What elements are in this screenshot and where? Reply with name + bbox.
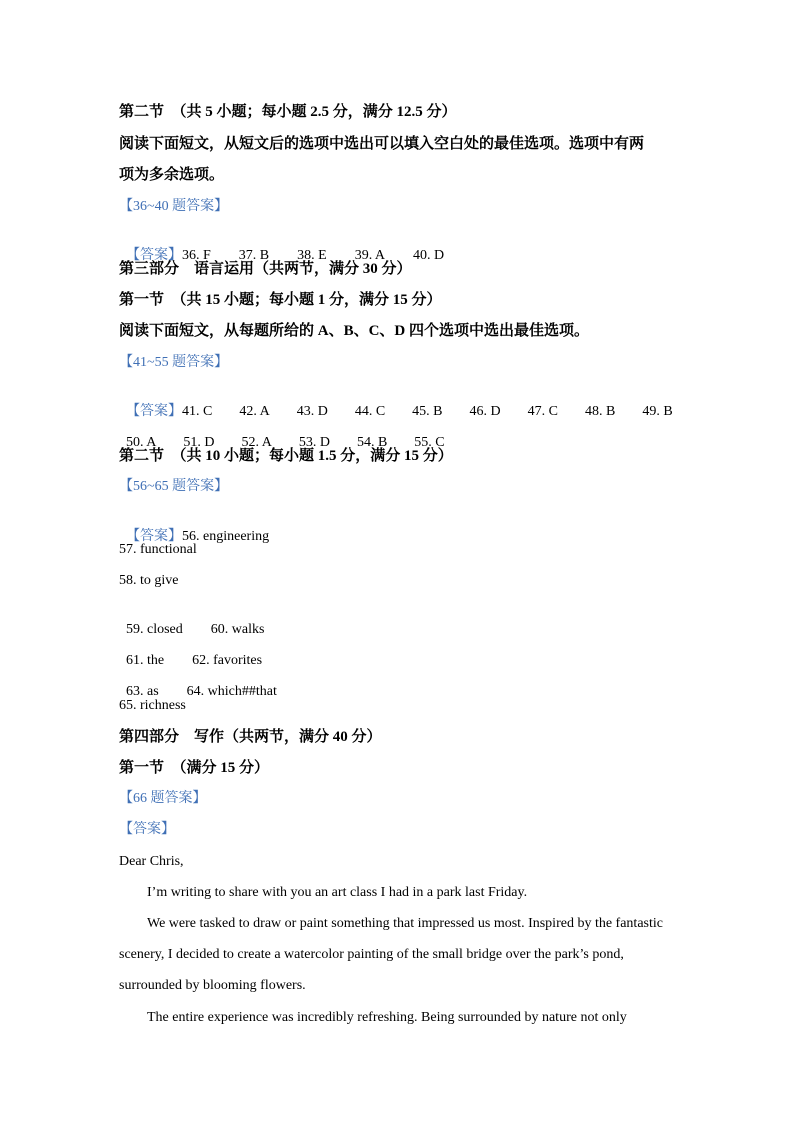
answer-label: 【答案】 (126, 248, 182, 263)
q36-40-tag: 【36~40 题答案】 (119, 199, 229, 214)
answer-56: 56. engineering (182, 529, 270, 544)
answer-45: 45. B (412, 404, 443, 419)
part4-heading: 第四部分 写作（共两节，满分 40 分） (119, 729, 382, 745)
answer-48: 48. B (584, 404, 616, 419)
answer-49: 49. B (642, 404, 673, 419)
q63-64-row (119, 665, 277, 701)
answer-60: 60. walks (210, 622, 265, 637)
answer-label: 【答案】 (126, 404, 182, 419)
part3-section2-heading: 第二节 （共 10 小题；每小题 1.5 分，满分 15 分） (119, 448, 453, 464)
q41-55-tag: 【41~55 题答案】 (119, 355, 229, 370)
letter-paragraph2-line1: We were tasked to draw or paint something that impressed us most. Inspired by the fantastic (147, 916, 663, 931)
letter-greeting: Dear Chris, (119, 854, 184, 869)
answer-39: 39. A (354, 248, 386, 263)
answer-62: 62. favorites (192, 653, 263, 668)
answer-63: 63. as (126, 684, 159, 699)
part3-section1-heading: 第一节 （共 15 小题；每小题 1 分，满分 15 分） (119, 292, 442, 308)
answer-52: 52. A (241, 435, 272, 450)
answer-38: 38. E (297, 248, 327, 263)
answer-44: 44. C (354, 404, 386, 419)
letter-paragraph1: I’m writing to share with you an art class I had in a park last Friday. (147, 885, 528, 900)
answer-51: 51. D (183, 435, 215, 450)
answer-46: 46. D (469, 404, 501, 419)
letter-paragraph2-line3: surrounded by blooming flowers. (119, 978, 306, 993)
section2-heading: 第二节 （共 5 小题；每小题 2.5 分，满分 12.5 分） (119, 104, 457, 120)
answer-40: 40. D (413, 248, 445, 263)
answer-41: 41. C (182, 404, 213, 419)
answer-57: 57. functional (119, 542, 197, 557)
answer-37: 37. B (238, 248, 270, 263)
answer-43: 43. D (296, 404, 328, 419)
q66-tag: 【66 题答案】 (119, 791, 207, 806)
answer-65: 65. richness (119, 698, 186, 713)
q56-65-tag: 【56~65 题答案】 (119, 479, 229, 494)
letter-paragraph3-line1: The entire experience was incredibly refreshing. Being surrounded by nature not only (147, 1010, 627, 1025)
answer-64: 64. which##that (186, 684, 277, 699)
answer-58: 58. to give (119, 573, 179, 588)
answer-47: 47. C (527, 404, 558, 419)
answer-42: 42. A (239, 404, 270, 419)
letter-paragraph2-line2: scenery, I decided to create a watercolor painting of the small bridge over the park’s pond, (119, 947, 624, 962)
part3-heading: 第三部分 语言运用（共两节，满分 30 分） (119, 261, 412, 277)
answer-36: 36. F (182, 248, 211, 263)
answer-61: 61. the (126, 653, 165, 668)
section2-instruction-line2: 项为多余选项。 (119, 167, 225, 183)
answer-label: 【答案】 (126, 529, 182, 544)
q66-answer-label: 【答案】 (119, 822, 175, 837)
answer-53: 53. D (298, 435, 330, 450)
answer-59: 59. closed (126, 622, 183, 637)
answer-54: 54. B (356, 435, 388, 450)
part4-section1-heading: 第一节 （满分 15 分） (119, 760, 270, 776)
section2-instruction-line1: 阅读下面短文，从短文后的选项中选出可以填入空白处的最佳选项。选项中有两 (119, 136, 645, 152)
answer-50: 50. A (126, 435, 157, 450)
answer-55: 55. C (414, 435, 445, 450)
part3-section1-instruction: 阅读下面短文，从每题所给的 A、B、C、D 四个选项中选出最佳选项。 (119, 323, 590, 339)
